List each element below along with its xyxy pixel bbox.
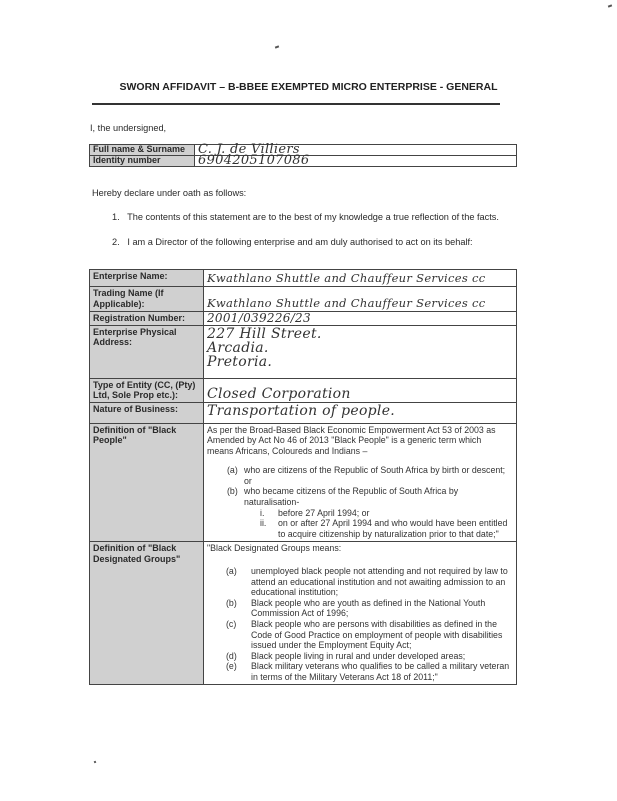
list-item: [112, 237, 522, 248]
full-name-value: C. J. de Villiers: [195, 145, 517, 156]
table-row: [90, 156, 517, 167]
identity-number-value: 6904205107086: [195, 156, 517, 167]
item-mark: (a): [226, 566, 237, 577]
item-text: who became citizens of the Republic of South Africa by naturalisation-: [244, 486, 459, 508]
enterprise-table: [89, 269, 517, 685]
address-line: 227 Hill Street.: [207, 325, 322, 342]
item-mark: (e): [226, 661, 237, 672]
list-item: [207, 598, 513, 619]
designated-groups-definition: [204, 542, 517, 684]
enterprise-name-value: Kwathlano Shuttle and Chauffeur Services cc: [204, 270, 517, 287]
scan-speck: [94, 761, 97, 764]
black-people-label: Definition of "Black People": [90, 423, 204, 542]
list-item: [207, 651, 513, 662]
table-row: [90, 270, 517, 287]
item-text: Black military veterans who qualifies to be called a military veteran in terms of the Military Veterans Act 18 of 2011;": [251, 661, 510, 682]
item-mark: (d): [226, 650, 237, 661]
list-item: [112, 212, 512, 223]
list-item: [207, 508, 513, 519]
trading-name-label: Trading Name (If Applicable):: [90, 287, 204, 312]
item-text: Black people who are youth as defined in the National Youth Commission Act of 1996;: [251, 597, 486, 619]
item-number: 1.: [112, 212, 120, 222]
trading-name-value: Kwathlano Shuttle and Chauffeur Services cc: [204, 287, 517, 312]
table-row: [90, 423, 517, 542]
list-item: [207, 661, 513, 682]
nature-of-business-value: Transportation of people.: [204, 402, 517, 423]
scan-speck: [608, 4, 612, 7]
definition-intro: "Black Designated Groups means:: [207, 543, 342, 554]
full-name-label: Full name & Surname: [90, 145, 195, 156]
scan-speck: [275, 45, 279, 48]
item-text: I am a Director of the following enterprise and am duly authorised to act on its behalf:: [127, 237, 473, 247]
table-row: [90, 287, 517, 312]
item-text: before 27 April 1994; or: [278, 507, 370, 518]
item-mark: (a): [227, 465, 238, 476]
item-text: Black people living in rural and under developed areas;: [251, 650, 466, 661]
item-text: The contents of this statement are to the best of my knowledge a true reflection of the facts.: [127, 212, 499, 222]
registration-number-value: 2001/039226/23: [204, 312, 517, 326]
list-item: [207, 486, 513, 507]
item-mark: (b): [226, 597, 237, 608]
table-row: [90, 402, 517, 423]
item-mark: (c): [226, 619, 237, 629]
item-mark: ii.: [260, 518, 267, 529]
list-item: [207, 465, 513, 476]
physical-address-value: [204, 325, 517, 378]
definition-intro: As per the Broad-Based Black Economic Empowerment Act 53 of 2003 as Amended by Act No 46 of 2013 "Black People" is a generic term which means Africans, Coloureds and Indians –: [207, 424, 496, 456]
registration-number-label: Registration Number:: [90, 312, 204, 326]
address-line: Arcadia.: [207, 339, 269, 356]
table-row: [90, 312, 517, 326]
item-text: on or after 27 April 1994 and who would have been entitled to acquire citizenship by naturalization prior to that date;": [278, 518, 508, 539]
address-line: Pretoria.: [207, 353, 273, 370]
item-text: who are citizens of the Republic of South Africa by birth or descent;: [244, 465, 506, 476]
table-row: [90, 325, 517, 378]
identity-table: [89, 144, 517, 167]
enterprise-name-label: Enterprise Name:: [90, 270, 204, 287]
page-title: SWORN AFFIDAVIT – B-BBEE EXEMPTED MICRO ENTERPRISE - GENERAL: [119, 81, 498, 93]
item-text: Black people who are persons with disabilities as defined in the Code of Good Practice on employment of people with disabilities issued under the Employment Equity Act;: [251, 619, 503, 651]
title-underline: [92, 103, 500, 105]
black-people-definition: [204, 423, 517, 542]
list-item: [207, 619, 513, 651]
or-text: or: [244, 475, 252, 486]
list-item: [207, 518, 513, 539]
list-item: [207, 566, 513, 598]
entity-type-value: Closed Corporation: [204, 378, 517, 402]
item-number: 2.: [112, 237, 120, 247]
entity-type-label: Type of Entity (CC, (Pty) Ltd, Sole Prop etc.):: [90, 378, 204, 402]
item-mark: i.: [260, 507, 265, 518]
table-row: [90, 542, 517, 684]
designated-groups-label: Definition of "Black Designated Groups": [90, 542, 204, 684]
item-text: unemployed black people not attending and not required by law to attend an educational institution and not awaiting admission to an educational institution;: [251, 566, 508, 598]
identity-number-label: Identity number: [90, 156, 195, 167]
intro-text: I, the undersigned,: [90, 123, 167, 133]
item-mark: (b): [227, 486, 238, 497]
table-row: [90, 378, 517, 402]
declare-text: Hereby declare under oath as follows:: [92, 188, 247, 198]
nature-of-business-label: Nature of Business:: [90, 402, 204, 423]
physical-address-label: Enterprise Physical Address:: [90, 325, 204, 378]
